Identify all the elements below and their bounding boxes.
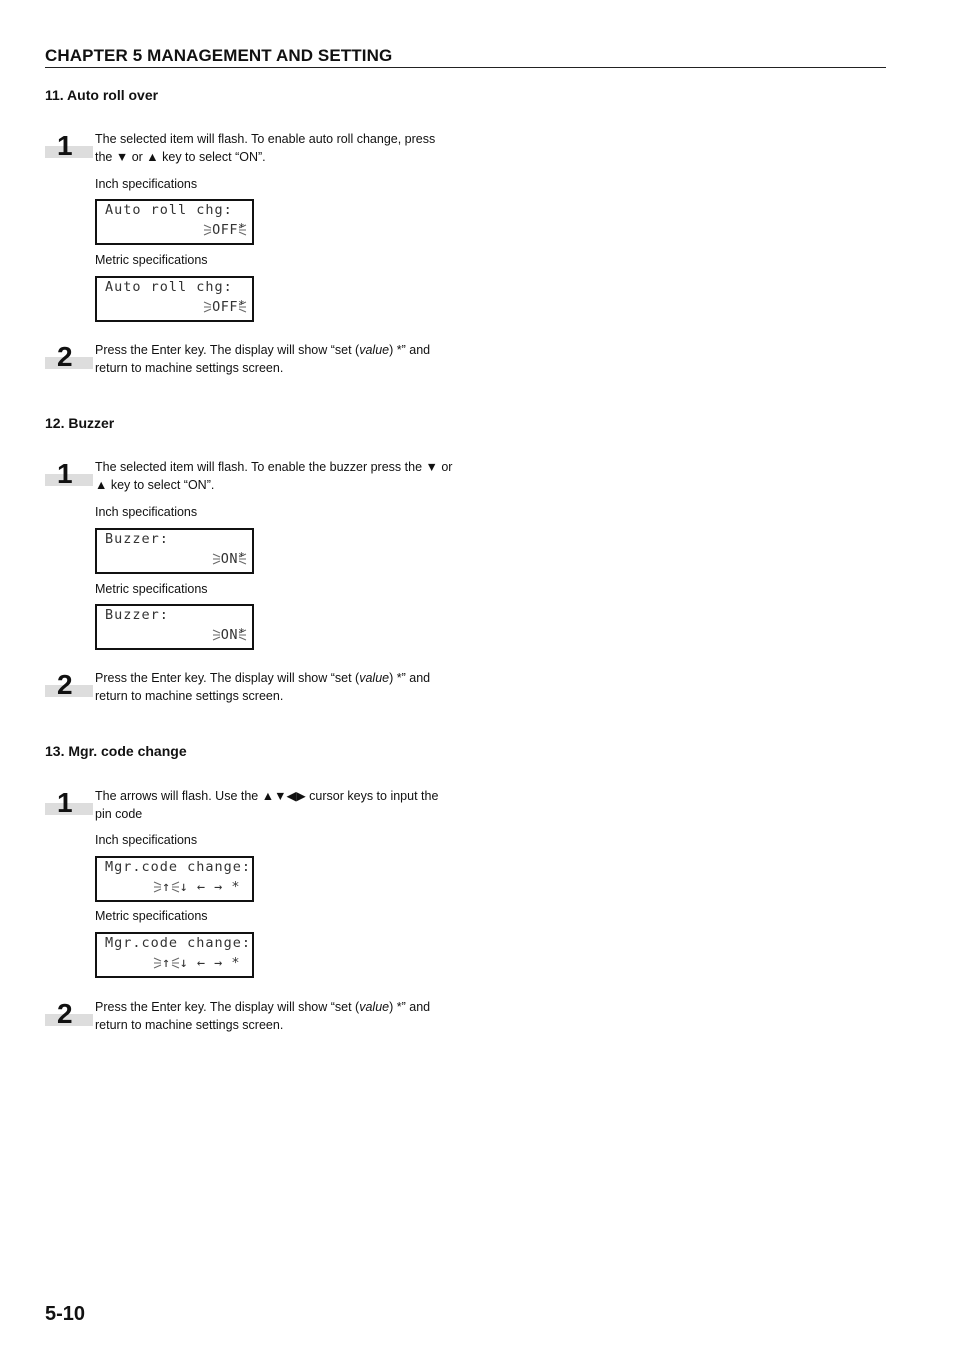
flash-right-icon bbox=[238, 299, 247, 315]
section-title-auto-roll-over: 11. Auto roll over bbox=[45, 87, 159, 103]
flash-left-icon bbox=[203, 299, 212, 315]
flash-right-icon bbox=[238, 551, 247, 567]
step-number: 1 bbox=[45, 460, 93, 486]
metric-spec-label: Metric specifications bbox=[95, 253, 208, 267]
lcd-display-metric bbox=[95, 276, 254, 322]
lcd-line2: ON * bbox=[212, 551, 247, 567]
metric-spec-label: Metric specifications bbox=[95, 909, 208, 923]
step-instruction: Press the Enter key. The display will show “set (value) *” and return to machine settings screen. bbox=[95, 671, 431, 703]
inch-spec-label: Inch specifications bbox=[95, 177, 198, 191]
flash-left-icon bbox=[212, 551, 221, 567]
svg-text:*: * bbox=[238, 627, 246, 639]
lcd-line1: Buzzer: bbox=[105, 607, 169, 623]
flash-right-icon bbox=[238, 627, 247, 643]
step-instruction: The selected item will flash. To enable auto roll change, press the ▼ or ▲ key to select “ON”. bbox=[95, 132, 436, 164]
flash-right-icon bbox=[171, 955, 180, 971]
lcd-line1: Mgr.code change: bbox=[105, 859, 252, 875]
lcd-display-inch bbox=[95, 856, 254, 902]
step-instruction: The selected item will flash. To enable the buzzer press the ▼ or ▲ key to select “ON”. bbox=[95, 460, 453, 492]
flash-right-icon bbox=[238, 222, 247, 238]
step-instruction: Press the Enter key. The display will show “set (value) *” and return to machine settings screen. bbox=[95, 343, 431, 375]
step-instruction: The arrows will flash. Use the ▲▼◀▶ cursor keys to input the pin code bbox=[95, 789, 439, 821]
svg-text:*: * bbox=[238, 299, 246, 311]
section-title-mgr-code-change: 13. Mgr. code change bbox=[45, 743, 187, 759]
flash-left-icon bbox=[153, 955, 162, 971]
lcd-line2: OFF * bbox=[203, 299, 247, 315]
metric-spec-label: Metric specifications bbox=[95, 582, 208, 596]
inch-spec-label: Inch specifications bbox=[95, 833, 198, 847]
flash-left-icon bbox=[212, 627, 221, 643]
lcd-line1: Auto roll chg: bbox=[105, 279, 233, 295]
svg-text:*: * bbox=[238, 222, 246, 234]
flash-left-icon bbox=[153, 879, 162, 895]
svg-text:*: * bbox=[238, 551, 246, 563]
lcd-line2: OFF * bbox=[203, 222, 247, 238]
inch-spec-label: Inch specifications bbox=[95, 505, 198, 519]
page-number: 5-10 bbox=[45, 1303, 86, 1325]
step-number: 1 bbox=[45, 132, 93, 158]
lcd-line1: Auto roll chg: bbox=[105, 202, 233, 218]
lcd-line1: Mgr.code change: bbox=[105, 935, 252, 951]
step-number: 2 bbox=[45, 671, 93, 697]
flash-left-icon bbox=[203, 222, 212, 238]
lcd-line2: ON * bbox=[212, 627, 247, 643]
step-number: 2 bbox=[45, 1000, 93, 1026]
step-instruction: Press the Enter key. The display will show “set (value) *” and return to machine settings screen. bbox=[95, 1000, 431, 1032]
lcd-line2: ↑ ↓ ← → * bbox=[153, 879, 240, 895]
lcd-line1: Buzzer: bbox=[105, 531, 169, 547]
flash-right-icon bbox=[171, 879, 180, 895]
lcd-line2: ↑ ↓ ← → * bbox=[153, 955, 240, 971]
lcd-display-inch bbox=[95, 199, 254, 245]
lcd-display-metric bbox=[95, 932, 254, 978]
lcd-display-inch bbox=[95, 528, 254, 574]
step-number: 1 bbox=[45, 789, 93, 815]
section-title-buzzer: 12. Buzzer bbox=[45, 415, 115, 431]
lcd-display-metric bbox=[95, 604, 254, 650]
chapter-header: CHAPTER 5 MANAGEMENT AND SETTING bbox=[45, 46, 886, 68]
step-number: 2 bbox=[45, 343, 93, 369]
